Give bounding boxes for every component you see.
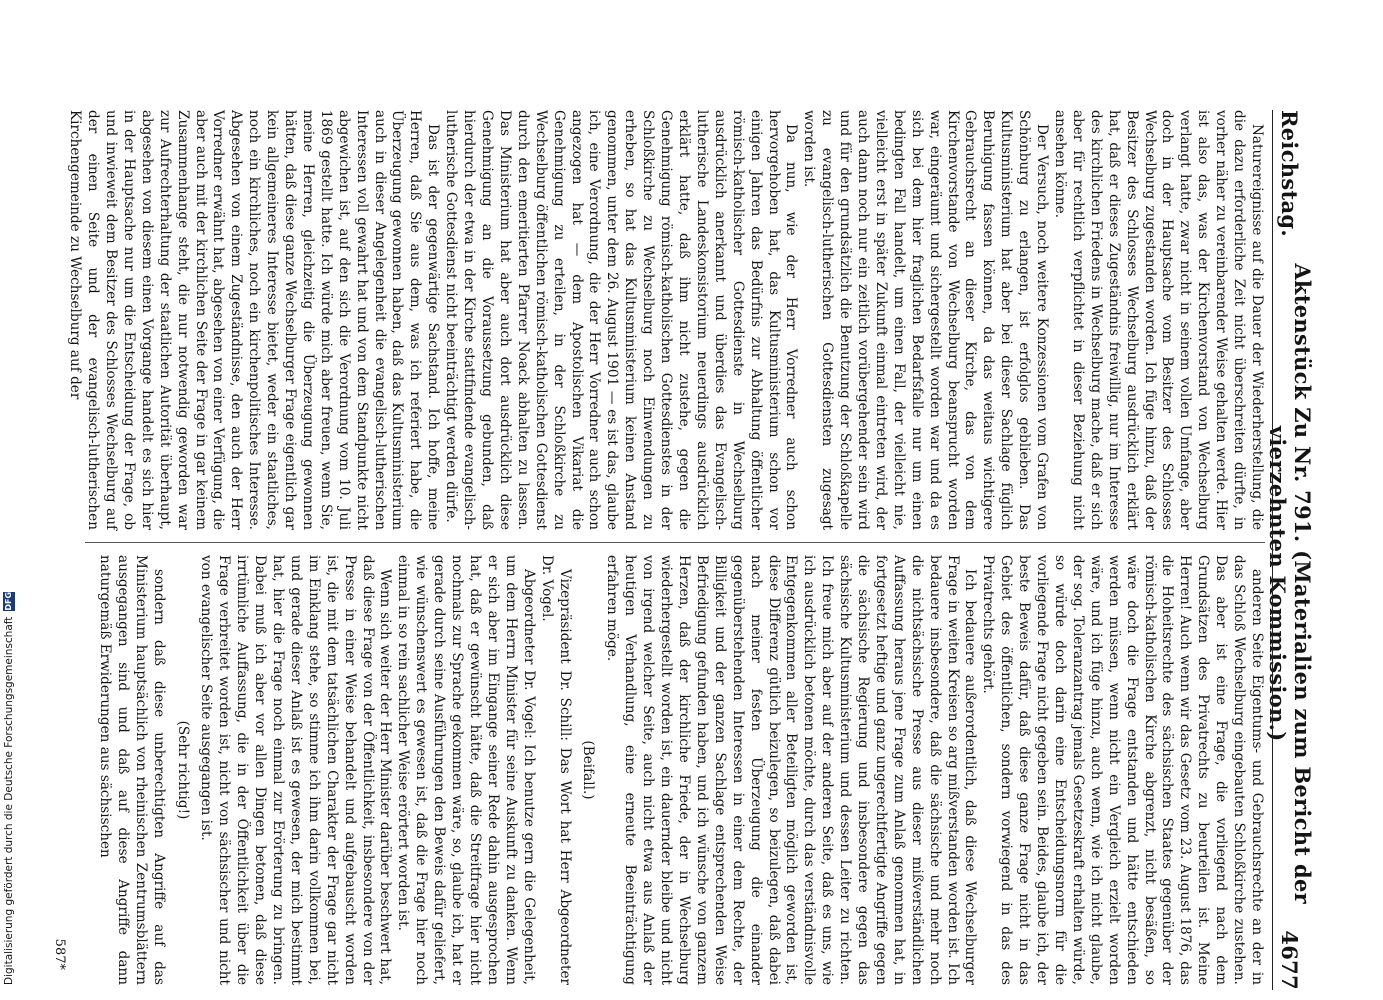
paragraph: Naturereignisse auf die Dauer der Wiederherstellung, die die dazu erforderliche Zeit nicht überschreiten dürfte, in vorher näher zu vereinbarender Weise gehalten werde. Hier ist also das, was der Kirchenvorstand von Wechselburg verlangt hatte, zwar nicht in seinem vollen Umfange, aber doch in der Hauptsache vom Besitzer des Schlosses Wechselburg zugestanden worden. Ich füge hinzu, daß der Besitzer des Schlosses Wechselburg ausdrücklich erklärt hat, daß er dieses Zugeständnis freiwillig, nur im Interesse des kirchlichen Friedens in Wechselburg mache, daß er sich aber für rechtlich verpflichtet in dieser Beziehung nicht ansehen könne. bbox=[1052, 110, 1265, 530]
left-column bbox=[67, 110, 1265, 530]
paragraph: Wenn sich weiter der Herr Minister darüber beschwert hat, daß diese Frage von der Öffentlichkeit, insbesondere von der Presse in einer Weise behandelt und aufgebauscht worden ist, die mit dem tatsächlichen Charakter der Frage gar nicht im Einklang stehe, so stimme ich ihm darin vollkommen bei, und gerade dieser Anlaß ist es gewesen, der mich bestimmt hat, hier die Frage noch einmal zur Erörterung zu bringen. Dabei muß ich aber vor allen Dingen betonen, daß diese irrtümliche Auffassung, die in der Öffentlichkeit über die Frage verbreitet worden ist, nicht von sächsischer und nicht von evangelischer Seite ausgegangen ist. bbox=[198, 555, 394, 985]
running-head-title: Aktenstück Zu Nr. 791. (Materialien zum Bericht der vierzehnten Kommission.) bbox=[1265, 263, 1315, 904]
paragraph: sondern daß diese unberechtigten Angriffe auf das Ministerium hauptsächlich von rheinischen Zentrumsblättern ausgegangen sind und daß auf diese Angriffe dann naturgemäß Erwiderungen aus sächsischen bbox=[96, 555, 167, 985]
signature-mark: 587* bbox=[52, 938, 67, 970]
dfg-logo: DFG bbox=[4, 591, 13, 611]
right-column bbox=[75, 555, 1265, 985]
page-number: 4677 bbox=[1277, 930, 1303, 990]
digitization-note bbox=[2, 591, 16, 985]
paragraph: Der Versuch, noch weitere Konzessionen vom Grafen von Schönburg zu erlangen, ist erfolglos geblieben. Das Kultusministerium hat aber bei dieser Sachlage füglich Beruhigung fassen können, da das weitaus wichtigere Gebrauchsrecht an dieser Kirche, das von dem Kirchenvorstande von Wechselburg beansprucht worden war, eingeräumt und sichergestellt worden war und da es sich bei dem hier fraglichen Bedarfsfalle nur um einen bedingten Fall handelt, um einen Fall, der vielleicht nie, vielleicht erst in später Zukunft einmal eintreten wird, der auch dann noch nur ein zeitlich vorübergehender sein wird und für den grundsätzlich die Benutzung der Schloßkapelle zu evangelisch-lutherischen Gottesdiensten zugesagt worden ist. bbox=[801, 110, 1051, 530]
rotated-document-page bbox=[45, 40, 1315, 990]
applause-note: (Beifall.) bbox=[580, 740, 597, 800]
paragraph: Da nun, wie der Herr Vorredner auch schon hervorgehoben hat, das Kultusministerium schon vor einigen Jahren das Bedürfnis zur Abhaltung öffentlicher römisch-katholischer Gottesdienste in Wechselburg ausdrücklich anerkannt und überdies das Evangelisch-lutherische Landeskonsistorium neuerdings ausdrücklich erklärt hatte, daß ihm nicht zustehe, gegen die Genehmigung römisch-katholischen Gottesdienstes in der Schloßkirche zu Wechselburg noch Einwendungen zu erheben, so hat das Kultusministerium keinen Anstand genommen, unter dem 26. August 1901 — es ist das, glaube ich, eine Verordnung, die der Herr Vorredner auch schon angezogen hat — dem Apostolischen Vikariat die Genehmigung zu erteilen, in der Schloßkirche zu Wechselburg öffentlichen römisch-katholischen Gottesdienst durch den emeritierten Pfarrer Noack abhalten zu lassen. Das Ministerium hat aber auch dort ausdrücklich diese Genehmigung an die Voraussetzung gebunden, daß hierdurch der etwa in der Kirche stattfindende evangelisch-lutherische Gottesdienst nicht beeinträchtigt werden dürfe. bbox=[443, 110, 800, 530]
header-rule bbox=[1272, 110, 1273, 990]
running-head-left: Reichstag. bbox=[1277, 110, 1303, 237]
paragraph: Abgeordneter Dr. Vogel: Ich benutze gern die Gelegenheit, um dem Herrn Minister für seine Auskunft zu danken. Wenn er sich aber im Eingange seiner Rede dahin ausgesprochen hat, daß er gewünscht hätte, daß die Streitfrage hier nicht nochmals zur Sprache gekommen wäre, so, glaube ich, hat er gerade durch seine Ausführungen den Beweis dafür geliefert, wie wünschenswert es gewesen ist, daß die Frage hier noch einmal in so rein sachlicher Weise erörtert worden ist. bbox=[395, 555, 537, 985]
running-head bbox=[1265, 110, 1315, 990]
interjection-note: (Sehr richtig!) bbox=[174, 720, 191, 820]
column-divider bbox=[85, 542, 1265, 543]
speaker-announcement: Vizepräsident Dr. Schill: Das Wort hat Herr Abgeordneter Dr. Vogel. bbox=[538, 555, 573, 985]
paragraph: anderen Seite Eigentums- und Gebrauchsrechte an der in das Schloß Wechselburg eingebauten Schloßkirche zustehen. Das aber ist eine Frage, die vorliegend nach dem Grundsätzen des Privatrechts zu beurteilen ist. Meine Herren! Auch wenn wir das Gesetz vom 23. August 1876, das die Hoheitsrechte des sächsischen Staates gegenüber der römisch-katholischen Kirche abgrenzt, nicht besäßen, so wäre doch die Frage entstanden und hätte entschieden werden müssen, wenn nicht ein Vergleich erzielt worden wäre, und ich füge hinzu, auch wenn, wie ich nicht glaube, der sog. Toleranzantrag jemals Gesetzeskraft erhalten würde, so würde doch darin eine Entscheidungsnorm für die vorliegende Frage nicht gegeben sein. Beides, glaube ich, der beste Beweis dafür, daß diese ganze Frage nicht in das Gebiet des öffentlichen, sondern vorwiegend in das des Privatrechts gehört. bbox=[980, 555, 1265, 985]
funding-text: Digitalisierung gefördert durch die Deutsche Forschungsgemeinschaft bbox=[3, 616, 15, 985]
paragraph: Das ist der gegenwärtige Sachstand. Ich hoffe, meine Herren, daß Sie aus dem, was ich referiert habe, die Überzeugung gewonnen haben, daß das Kultusministerium auch in dieser Angelegenheit die evangelisch-lutherischen Interessen voll gewahrt hat und von dem Standpunkte nicht abgewichen ist, auf den sich die Verordnung vom 10. Juli 1869 gestellt hatte. Ich würde mich aber freuen, wenn Sie, meine Herren, gleichzeitig die Überzeugung gewonnen hätten, daß diese ganze Wechselburger Frage eigentlich gar kein allgemeineres Interesse bietet, weder ein staatliches, noch ein kirchliches, noch ein kirchenpolitisches Interesse. Abgesehen von einem Zugeständnisse, den auch der Herr Vorredner erwähnt hat, abgesehen von einer Verfügung, die aber auch mit der kirchlichen Seite der Frage in gar keinem Zusammenhange steht, die nur notwendig geworden war zur Aufrechterhaltung der staatlichen Autorität überhaupt, abgesehen von diesem einen Vorgange handelt es sich hier in der Hauptsache nur um die Entscheidung der Frage, ob und inwieweit dem Besitzer des Schlosses Wechselburg auf der einen Seite und der evangelisch-lutherischen Kirchengemeinde zu Wechselburg auf der bbox=[67, 110, 442, 530]
paragraph: Ich bedauere außerordentlich, daß diese Wechselburger Frage in weiten Kreisen so arg mißverstanden worden ist. Ich bedauere insbesondere, daß die sächsische und mehr noch die nichtsächsische Presse aus dieser mißverständlichen Auffassung heraus jene Frage zum Anlaß genommen hat, in fortgesetzt heftige und ganz ungerechtfertigte Angriffe gegen die sächsische Regierung und insbesondere gegen das sächsische Kultusministerium und dessen Leiter zu richten. Ich freue mich aber auf der anderen Seite, daß es uns, wie ich ausdrücklich betonen möchte, durch das verständnisvolle Entgegenkommen aller Beteiligten möglich geworden ist, diese Differenz gütlich beizulegen, so beizulegen, daß dabei nach meiner festen Überzeugung die einander gegenüberstehenden Interessen in einer dem Rechte, der Billigkeit und der ganzen Sachlage entsprechenden Weise Befriedigung gefunden haben, und ich wünsche von ganzem Herzen, daß der kirchliche Friede, der in Wechselburg wiederhergestellt worden ist, ein dauernder bleibe und nicht von irgend welcher Seite, auch nicht etwa aus Anlaß der heutigen Verhandlung, eine erneute Beeinträchtigung erfahren möge. bbox=[604, 555, 979, 985]
